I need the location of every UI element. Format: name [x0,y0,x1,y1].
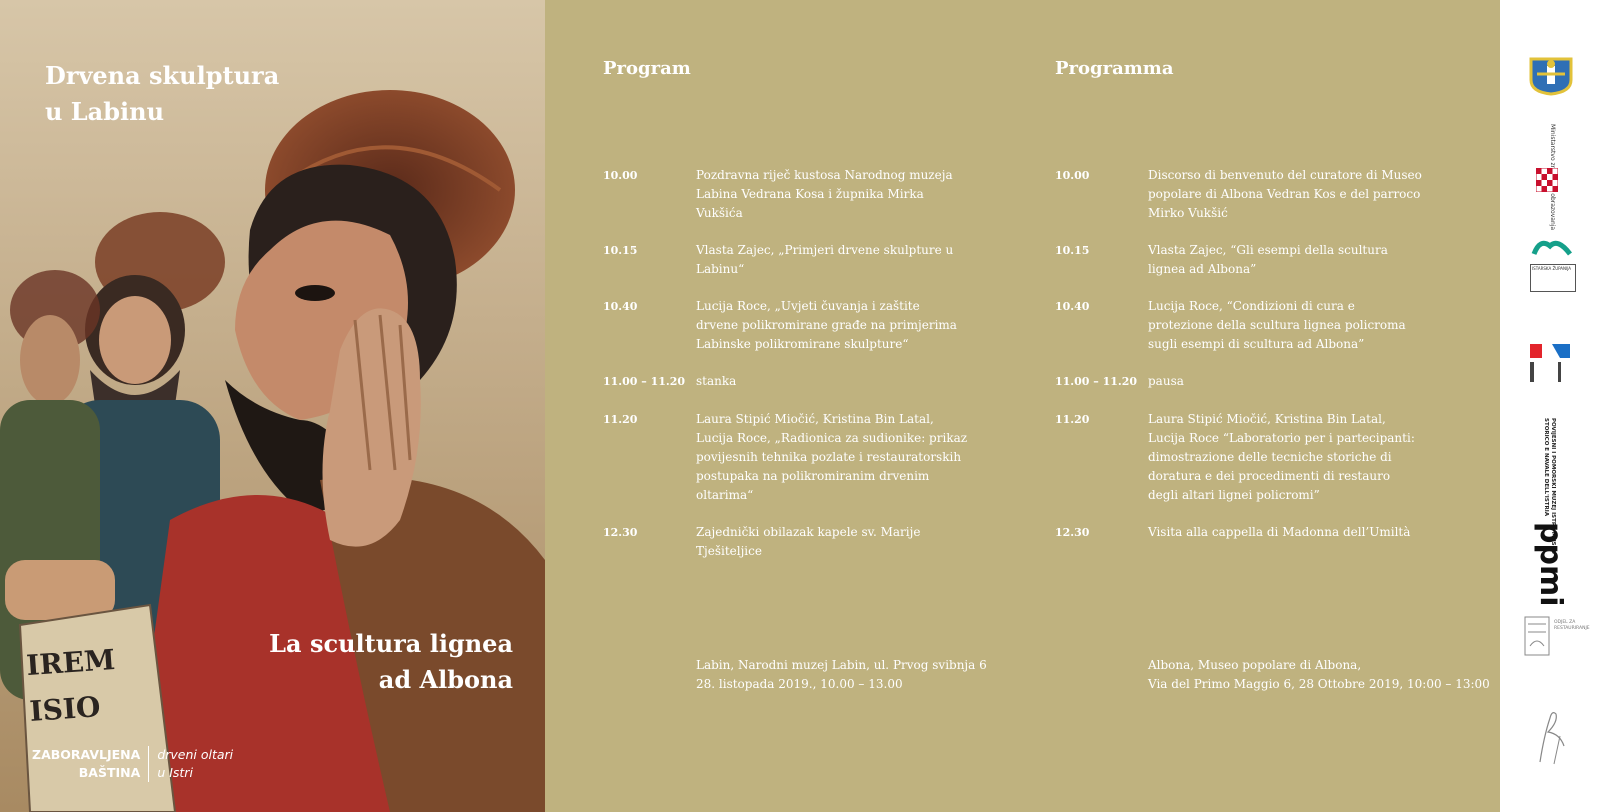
description-line: drvene polikromirane građe na primjerima [696,318,957,332]
description-line: Lucija Roce, „Uvjeti čuvanja i zaštite [696,299,920,313]
description-line: Vlasta Zajec, „Primjeri drvene skulpture u [696,243,954,257]
istria-logo-text: ISTARSKA ŽUPANIJA [1532,266,1572,271]
description-line: Visita alla cappella di Madonna dell’Umiltà [1148,525,1411,539]
program-time: 11.20 [1055,413,1090,426]
ppmi-wordmark: ppmi [1533,522,1568,607]
venue-info-croatian [696,656,1036,694]
ppmi-subtitle: POVIJESNI I POMORSKI MUZEJ ISTRE MUSEO STORICO E NAVALE DELL'ISTRIA [1543,418,1556,555]
description-line: pausa [1148,374,1184,388]
program-description [696,372,1011,391]
description-line: Laura Stipić Miočić, Kristina Bin Latal, [696,412,934,426]
program-panel [545,0,1500,812]
description-line: Discorso di benvenuto del curatore di Museo [1148,168,1422,182]
program-description [696,523,1011,561]
istria-county-logo [1530,236,1580,292]
description-line: Pozdravna riječ kustosa Narodnog muzeja [696,168,953,182]
description-line: stanka [696,374,737,388]
program-time: 12.30 [1055,526,1090,539]
program-description [696,166,1011,223]
croatian-checkerboard-icon [1536,168,1558,192]
program-description [1148,241,1478,279]
sponsor-logos-strip [1500,0,1600,812]
program-time: 10.40 [1055,300,1090,313]
description-line: Lucija Roce “Laboratorio per i partecipanti: [1148,431,1415,445]
labin-coat-of-arms-logo [1528,56,1574,96]
venue-info-italian [1148,656,1490,694]
description-line: postupaka na polikromiranim drvenim [696,469,930,483]
series-brand-sub-line-1: drveni oltari [157,747,234,762]
program-description [696,297,1011,354]
croatian-restoration-institute-logo [1530,344,1574,384]
series-brand-name [32,746,149,782]
book-inscription [25,637,120,735]
cover-title-italian-line-1: La scultura lignea [269,629,513,658]
description-line: Laura Stipić Miočić, Kristina Bin Latal, [1148,412,1386,426]
ppmi-museum-logo [1528,418,1578,607]
program-description [1148,166,1478,223]
cover-title-italian-line-2: ad Albona [378,665,513,694]
program-time: 10.00 [603,169,638,182]
istria-goat-icon [1530,236,1574,258]
series-brand-sub-line-2: u Istri [157,765,193,780]
description-line: Tješiteljice [696,544,762,558]
program-description [1148,523,1478,542]
program-time: 11.00 – 11.20 [603,375,686,388]
description-line: protezione della scultura lignea policroma [1148,318,1406,332]
description-line: Mirko Vukšić [1148,206,1228,220]
program-description [696,241,1011,279]
description-line: Vlasta Zajec, “Gli esempi della scultura [1148,243,1388,257]
series-brand [32,746,233,782]
book-inscription-line-2: ISIO [28,690,102,728]
program-time: 10.40 [603,300,638,313]
program-time: 10.00 [1055,169,1090,182]
series-brand-line-1: ZABORAVLJENA [32,747,141,762]
cover-title-croatian [45,58,279,130]
program-description [1148,410,1478,505]
description-line: lignea ad Albona” [1148,262,1257,276]
description-line: Vukšića [696,206,743,220]
restoration-department-logo [1524,616,1590,656]
program-time: 11.20 [603,413,638,426]
program-description [696,410,1011,505]
venue-line-1: Labin, Narodni muzej Labin, ul. Prvog svibnja 6 [696,658,987,672]
description-line: dimostrazione delle tecniche storiche di [1148,450,1392,464]
cover-title-italian [269,626,513,698]
description-line: Labina Vedrana Kosa i župnika Mirka [696,187,924,201]
venue-line-2: Via del Primo Maggio 6, 28 Ottobre 2019, 10:00 – 13:00 [1148,677,1490,691]
ministry-logo-text: Ministarstvo obrazovanja [1549,124,1556,231]
program-time: 11.00 – 11.20 [1055,375,1138,388]
program-time: 10.15 [603,244,638,257]
program-heading-croatian: Program [603,58,691,79]
program-description [1148,372,1478,391]
program-heading-italian: Programma [1055,58,1174,79]
description-line: oltarima“ [696,488,754,502]
restoration-building-icon [1524,616,1550,656]
venue-line-2: 28. listopada 2019., 10.00 – 13.00 [696,677,903,691]
signature-logo [1534,706,1574,766]
program-time: 12.30 [603,526,638,539]
description-line: popolare di Albona Vedran Kos e del parroco [1148,187,1421,201]
description-line: sugli esempi di scultura ad Albona” [1148,337,1365,351]
description-line: Labinu“ [696,262,745,276]
cover-title-croatian-line-2: u Labinu [45,97,165,126]
description-line: doratura e dei procedimenti di restauro [1148,469,1391,483]
program-time: 10.15 [1055,244,1090,257]
description-line: povijesnih tehnika pozlate i restauratorskih [696,450,962,464]
description-line: Labinske polikromirane skulpture“ [696,337,909,351]
restoration-dept-text: ODJEL ZA RESTAURIRANJE [1554,620,1590,631]
description-line: degli altari lignei policromi” [1148,488,1320,502]
ministry-of-culture-logo [1536,124,1578,231]
cover-title-croatian-line-1: Drvena skulptura [45,61,280,90]
description-line: Zajednički obilazak kapele sv. Marije [696,525,921,539]
program-description [1148,297,1478,354]
book-inscription-line-1: IREM [25,643,117,683]
cover-photo-panel [0,0,545,812]
description-line: Lucija Roce, „Radionica za sudionike: prikaz [696,431,968,445]
series-brand-subtitle [149,746,233,782]
venue-line-1: Albona, Museo popolare di Albona, [1148,658,1362,672]
series-brand-line-2: BAŠTINA [78,765,141,780]
description-line: Lucija Roce, “Condizioni di cura e [1148,299,1355,313]
